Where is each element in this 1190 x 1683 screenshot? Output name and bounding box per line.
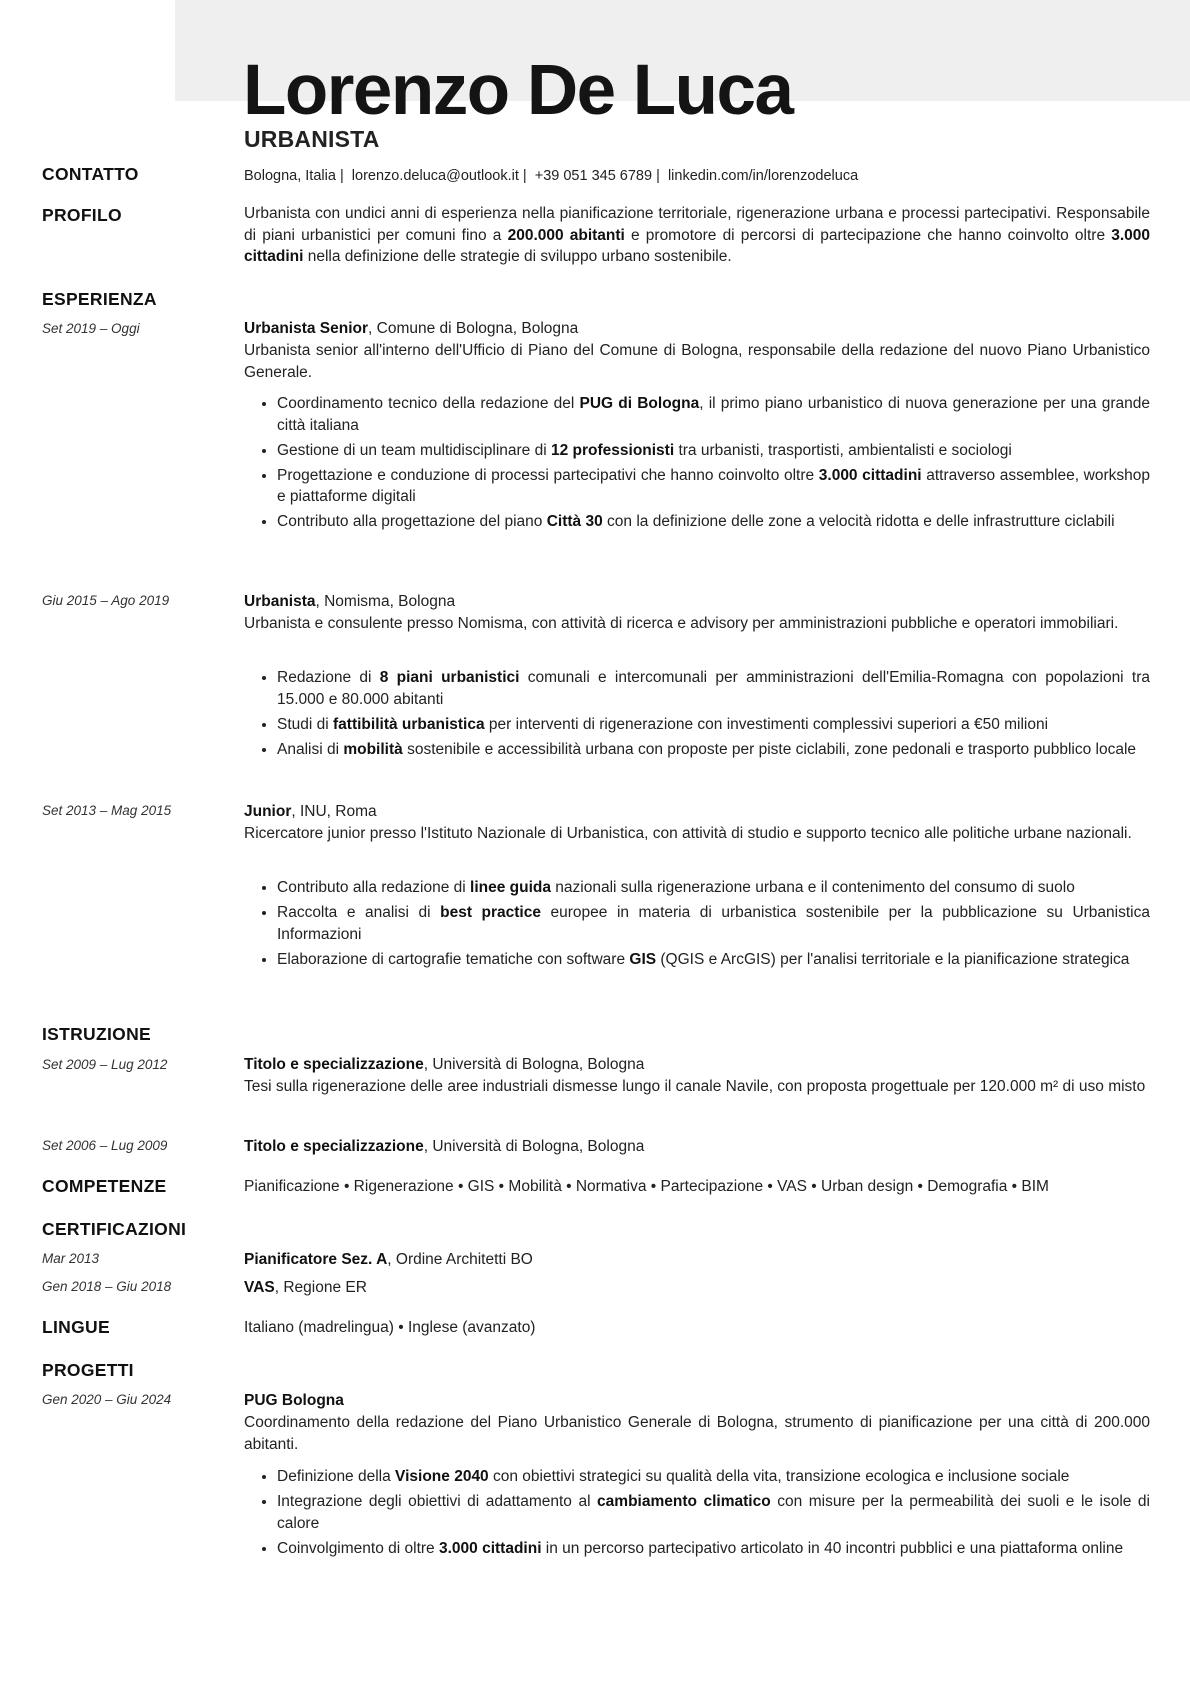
project-description: Coordinamento della redazione del Piano Urbanistico Generale di Bologna, strumento di pianificazione per una città di 200.000 abitanti. bbox=[244, 1414, 1150, 1453]
list-item: • Progettazione e conduzione di processi partecipativi che hanno coinvolto oltre 3.000 cittadini attraverso assemblee, workshop e piattaforme digitali bbox=[277, 465, 1150, 508]
section-heading-contact: CONTATTO bbox=[42, 164, 139, 184]
job-title: Urbanista bbox=[244, 593, 316, 610]
list-item: • Elaborazione di cartografie tematiche con software GIS (QGIS e ArcGIS) per l'analisi territoriale e la pianificazione strategica bbox=[277, 949, 1150, 971]
certification-title: Pianificatore Sez. A bbox=[244, 1251, 388, 1268]
list-item: • Contributo alla redazione di linee guida nazionali sulla rigenerazione urbana e il contenimento del consumo di suolo bbox=[277, 877, 1150, 899]
job-title-line bbox=[244, 591, 1150, 613]
certification-title: VAS bbox=[244, 1279, 275, 1296]
job-description: Urbanista e consulente presso Nomisma, con attività di ricerca e advisory per amministrazioni pubbliche e operatori immobiliari. bbox=[244, 615, 1119, 632]
contact-separator: | bbox=[522, 168, 527, 184]
contact-separator: | bbox=[339, 168, 344, 184]
job-bullets bbox=[244, 393, 1150, 536]
section-heading-skills: COMPETENZE bbox=[42, 1176, 167, 1196]
section-heading-education: ISTRUZIONE bbox=[42, 1024, 151, 1044]
job-description: Ricercatore junior presso l'Istituto Nazionale di Urbanistica, con attività di studio e supporto tecnico alle politiche urbane nazionali. bbox=[244, 825, 1132, 842]
list-item: • Integrazione degli obiettivi di adattamento al cambiamento climatico con misure per la permeabilità dei suoli e le isole di calore bbox=[277, 1491, 1150, 1534]
list-item: • Coinvolgimento di oltre 3.000 cittadini in un percorso partecipativo articolato in 40 incontri pubblici e una piattaforma online bbox=[277, 1538, 1150, 1560]
education-dates: Set 2009 – Lug 2012 bbox=[42, 1057, 168, 1072]
contact-city: Bologna, Italia bbox=[244, 168, 336, 184]
section-heading-certifications: CERTIFICAZIONI bbox=[42, 1219, 187, 1239]
project-dates: Gen 2020 – Giu 2024 bbox=[42, 1392, 172, 1407]
certification-dates: Mar 2013 bbox=[42, 1251, 100, 1266]
section-heading-projects: PROGETTI bbox=[42, 1360, 134, 1380]
list-item: • Contributo alla progettazione del piano Città 30 con la definizione delle zone a velocità ridotta e delle infrastrutture ciclabili bbox=[277, 511, 1150, 533]
certification-line bbox=[244, 1277, 1150, 1299]
certification-dates: Gen 2018 – Giu 2018 bbox=[42, 1279, 172, 1294]
candidate-role: URBANISTA bbox=[244, 126, 380, 152]
list-item: • Coordinamento tecnico della redazione del PUG di Bologna, il primo piano urbanistico di nuova generazione per una grande città italiana bbox=[277, 393, 1150, 436]
project-bullets bbox=[244, 1466, 1150, 1563]
list-item: • Gestione di un team multidisciplinare di 12 professionisti tra urbanisti, trasportisti, ambientalisti e sociologi bbox=[277, 440, 1150, 462]
candidate-name: Lorenzo De Luca bbox=[243, 51, 793, 130]
job-dates: Giu 2015 – Ago 2019 bbox=[42, 593, 170, 608]
job-dates: Set 2013 – Mag 2015 bbox=[42, 803, 172, 818]
job-dates: Set 2019 – Oggi bbox=[42, 321, 140, 336]
contact-email[interactable]: lorenzo.deluca@outlook.it bbox=[351, 168, 519, 184]
education-org: , Università di Bologna, Bologna bbox=[423, 1056, 645, 1073]
job-org: , Nomisma, Bologna bbox=[315, 593, 456, 610]
job-bullets bbox=[244, 667, 1150, 764]
list-item: • Raccolta e analisi di best practice europee in materia di urbanistica sostenibile per la pubblicazione su Urbanistica Informazioni bbox=[277, 902, 1150, 945]
contact-separator: | bbox=[656, 168, 660, 184]
languages-list: Italiano (madrelingua) • Inglese (avanzato) bbox=[244, 1319, 536, 1336]
education-description: Tesi sulla rigenerazione delle aree industriali dismesse lungo il canale Navile, con proposta progettuale per 120.000 m² di uso misto bbox=[244, 1078, 1146, 1095]
job-bullets bbox=[244, 877, 1150, 974]
project-title: PUG Bologna bbox=[244, 1392, 344, 1409]
education-title-line bbox=[244, 1054, 1150, 1076]
job-title: Junior bbox=[244, 803, 292, 820]
list-item: • Definizione della Visione 2040 con obiettivi strategici su qualità della vita, transizione ecologica e inclusione sociale bbox=[277, 1466, 1150, 1488]
skills-list: Pianificazione • Rigenerazione • GIS • Mobilità • Normativa • Partecipazione • VAS • Urban design • Demografia • BIM bbox=[244, 1178, 1049, 1195]
section-heading-experience: ESPERIENZA bbox=[42, 289, 157, 309]
education-dates: Set 2006 – Lug 2009 bbox=[42, 1138, 168, 1153]
certification-line bbox=[244, 1249, 1150, 1271]
job-title: Urbanista Senior bbox=[244, 320, 369, 337]
certification-org: , Regione ER bbox=[274, 1279, 367, 1296]
certification-org: , Ordine Architetti BO bbox=[387, 1251, 533, 1268]
job-title-line bbox=[244, 318, 1150, 340]
job-org: , Comune di Bologna, Bologna bbox=[368, 320, 579, 337]
education-org: , Università di Bologna, Bologna bbox=[423, 1138, 645, 1155]
contact-line bbox=[244, 166, 1150, 188]
job-description: Urbanista senior all'interno dell'Ufficio di Piano del Comune di Bologna, responsabile della redazione del nuovo Piano Urbanistico Generale. bbox=[244, 342, 1150, 381]
list-item: • Redazione di 8 piani urbanistici comunali e intercomunali per amministrazioni dell'Emilia-Romagna con popolazioni tra 15.000 e 80.000 abitanti bbox=[277, 667, 1150, 710]
contact-phone[interactable]: +39 051 345 6789 bbox=[534, 168, 653, 184]
job-title-line bbox=[244, 801, 1150, 823]
education-title: Titolo e specializzazione bbox=[244, 1138, 424, 1155]
job-org: , INU, Roma bbox=[291, 803, 377, 820]
list-item: • Studi di fattibilità urbanistica per interventi di rigenerazione con investimenti complessivi superiori a €50 milioni bbox=[277, 714, 1150, 736]
project-title-line bbox=[244, 1390, 1150, 1412]
section-heading-profile: PROFILO bbox=[42, 205, 122, 225]
contact-linkedin[interactable]: linkedin.com/in/lorenzodeluca bbox=[667, 168, 859, 184]
section-heading-languages: LINGUE bbox=[42, 1317, 110, 1337]
education-title-line bbox=[244, 1136, 1150, 1158]
list-item: • Analisi di mobilità sostenibile e accessibilità urbana con proposte per piste ciclabili, zone pedonali e trasporto pubblico locale bbox=[277, 739, 1150, 761]
profile-summary: Urbanista con undici anni di esperienza nella pianificazione territoriale, rigenerazione urbana e processi partecipativi. Responsabile di piani urbanistici per comuni fino a 200.000 abitanti e promotore di percorsi di partecipazione che hanno coinvolto oltre 3.000 cittadini nella definizione delle strategie di sviluppo urbano sostenibile. bbox=[244, 205, 1150, 266]
education-title: Titolo e specializzazione bbox=[244, 1056, 424, 1073]
